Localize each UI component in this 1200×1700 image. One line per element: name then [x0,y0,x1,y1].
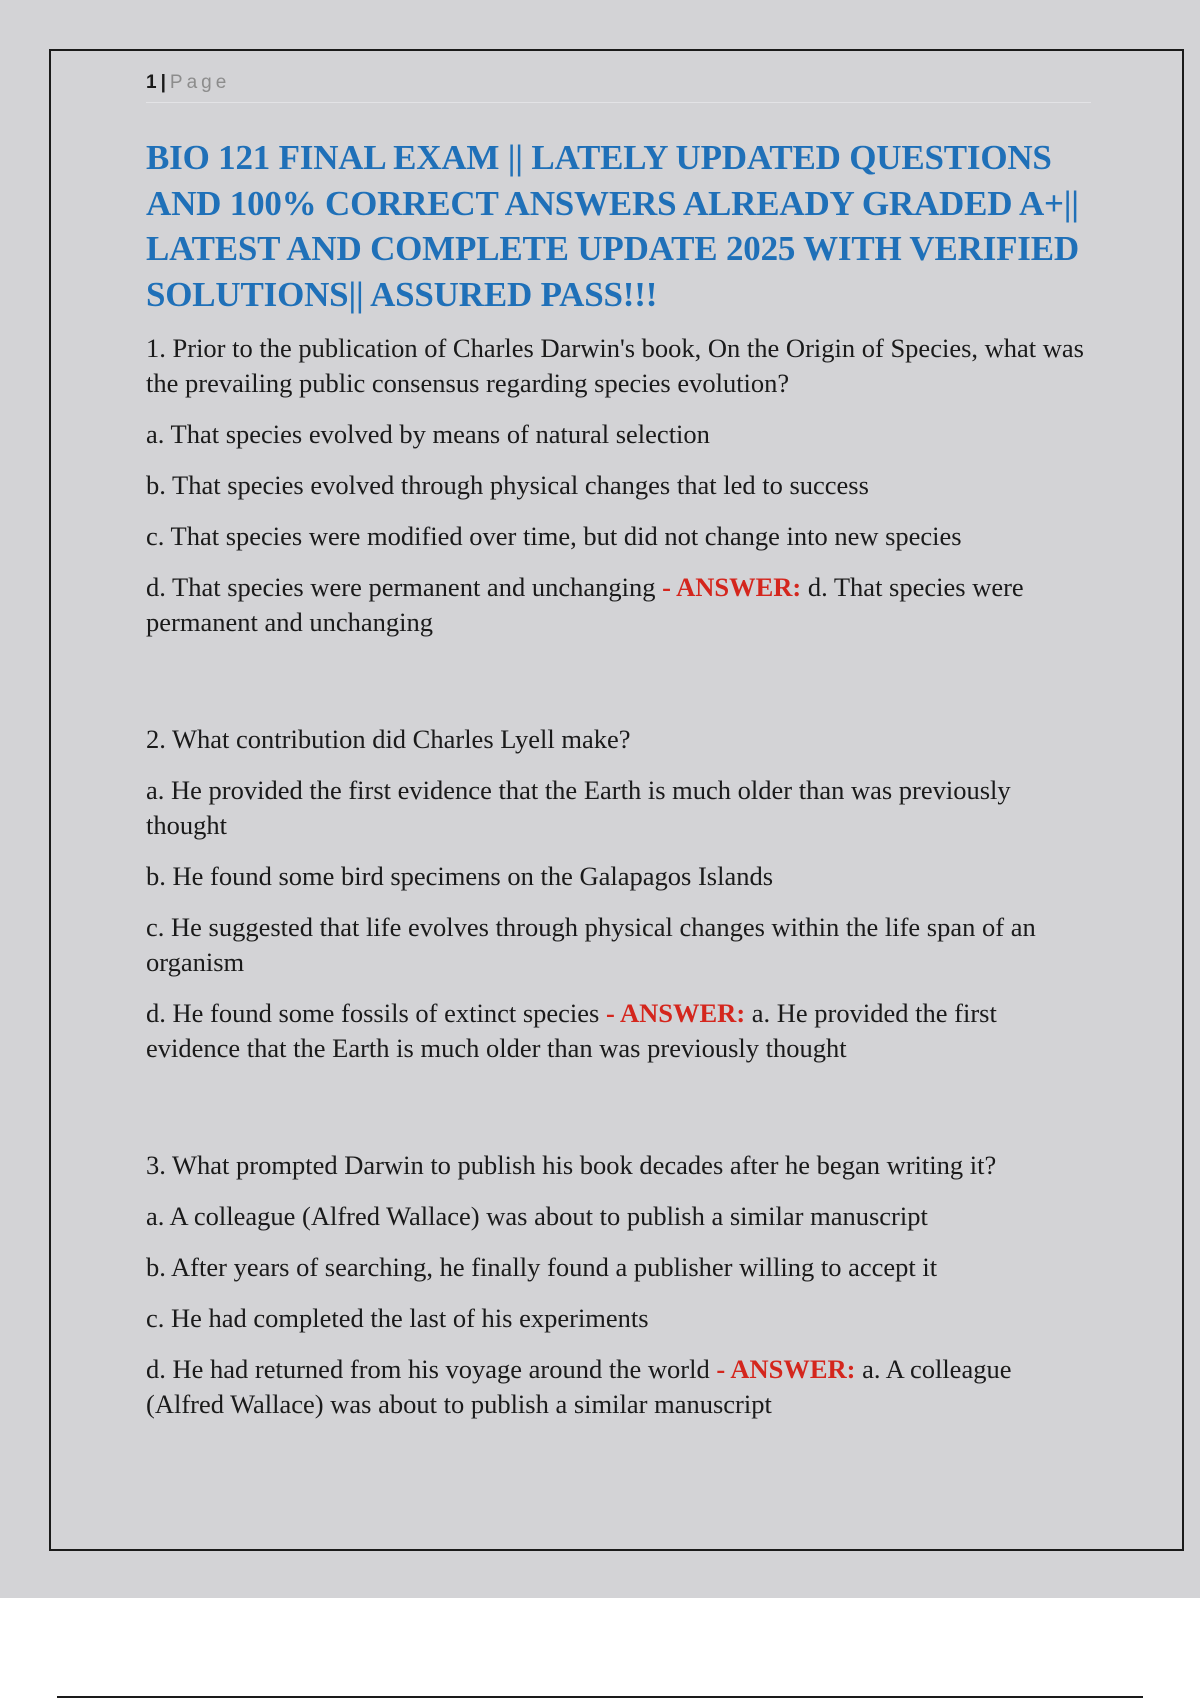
question-prompt: 2. What contribution did Charles Lyell make? [146,724,631,754]
option-a: a. A colleague (Alfred Wallace) was about to publish a similar manuscript [146,1201,928,1231]
answer-label: - ANSWER: [606,998,746,1028]
question-block [146,722,1091,1066]
next-page-rule [57,1696,1143,1698]
answer-label: - ANSWER: [716,1354,856,1384]
option-d-with-answer [146,1352,1091,1422]
question-block [146,1148,1091,1422]
option-c: c. He had completed the last of his experiments [146,1303,649,1333]
page-content [146,70,1091,1438]
option-c: c. He suggested that life evolves through physical changes within the life span of an organism [146,912,1036,977]
question-prompt: 3. What prompted Darwin to publish his book decades after he began writing it? [146,1150,997,1180]
option-d-with-answer [146,996,1091,1066]
option-d: d. He found some fossils of extinct species [146,998,600,1028]
question-gap [146,1082,1091,1134]
document-title: BIO 121 FINAL EXAM || LATELY UPDATED QUESTIONS AND 100% CORRECT ANSWERS ALREADY GRADED A+|| LATEST AND COMPLETE UPDATE 2025 WITH VERIFIED SOLUTIONS|| ASSURED PASS!!! [146,138,1079,314]
option-b: b. That species evolved through physical changes that led to success [146,470,869,500]
page-label: Page [169,72,231,93]
page-separator: | [160,72,166,93]
answer-text: a. He provided the first evidence that the Earth is much older than was previously thought [146,998,997,1063]
page-number: 1 [146,72,157,93]
option-c: c. That species were modified over time, but did not change into new species [146,521,962,551]
answer-text: d. That species were permanent and unchanging [146,572,1024,637]
option-a: a. That species evolved by means of natural selection [146,419,710,449]
option-b: b. After years of searching, he finally found a publisher willing to accept it [146,1252,938,1282]
question-prompt: 1. Prior to the publication of Charles Darwin's book, On the Origin of Species, what was the prevailing public consensus regarding species evolution? [146,333,1084,398]
option-d: d. That species were permanent and unchanging [146,572,656,602]
option-d-with-answer [146,570,1091,640]
question-block [146,331,1091,640]
option-b: b. He found some bird specimens on the Galapagos Islands [146,861,774,891]
answer-text: a. A colleague (Alfred Wallace) was about to publish a similar manuscript [146,1354,1012,1419]
option-d: d. He had returned from his voyage around the world [146,1354,710,1384]
page-header [146,70,1091,103]
answer-label: - ANSWER: [662,572,802,602]
question-gap [146,656,1091,708]
option-a: a. He provided the first evidence that the Earth is much older than was previously thought [146,775,1011,840]
